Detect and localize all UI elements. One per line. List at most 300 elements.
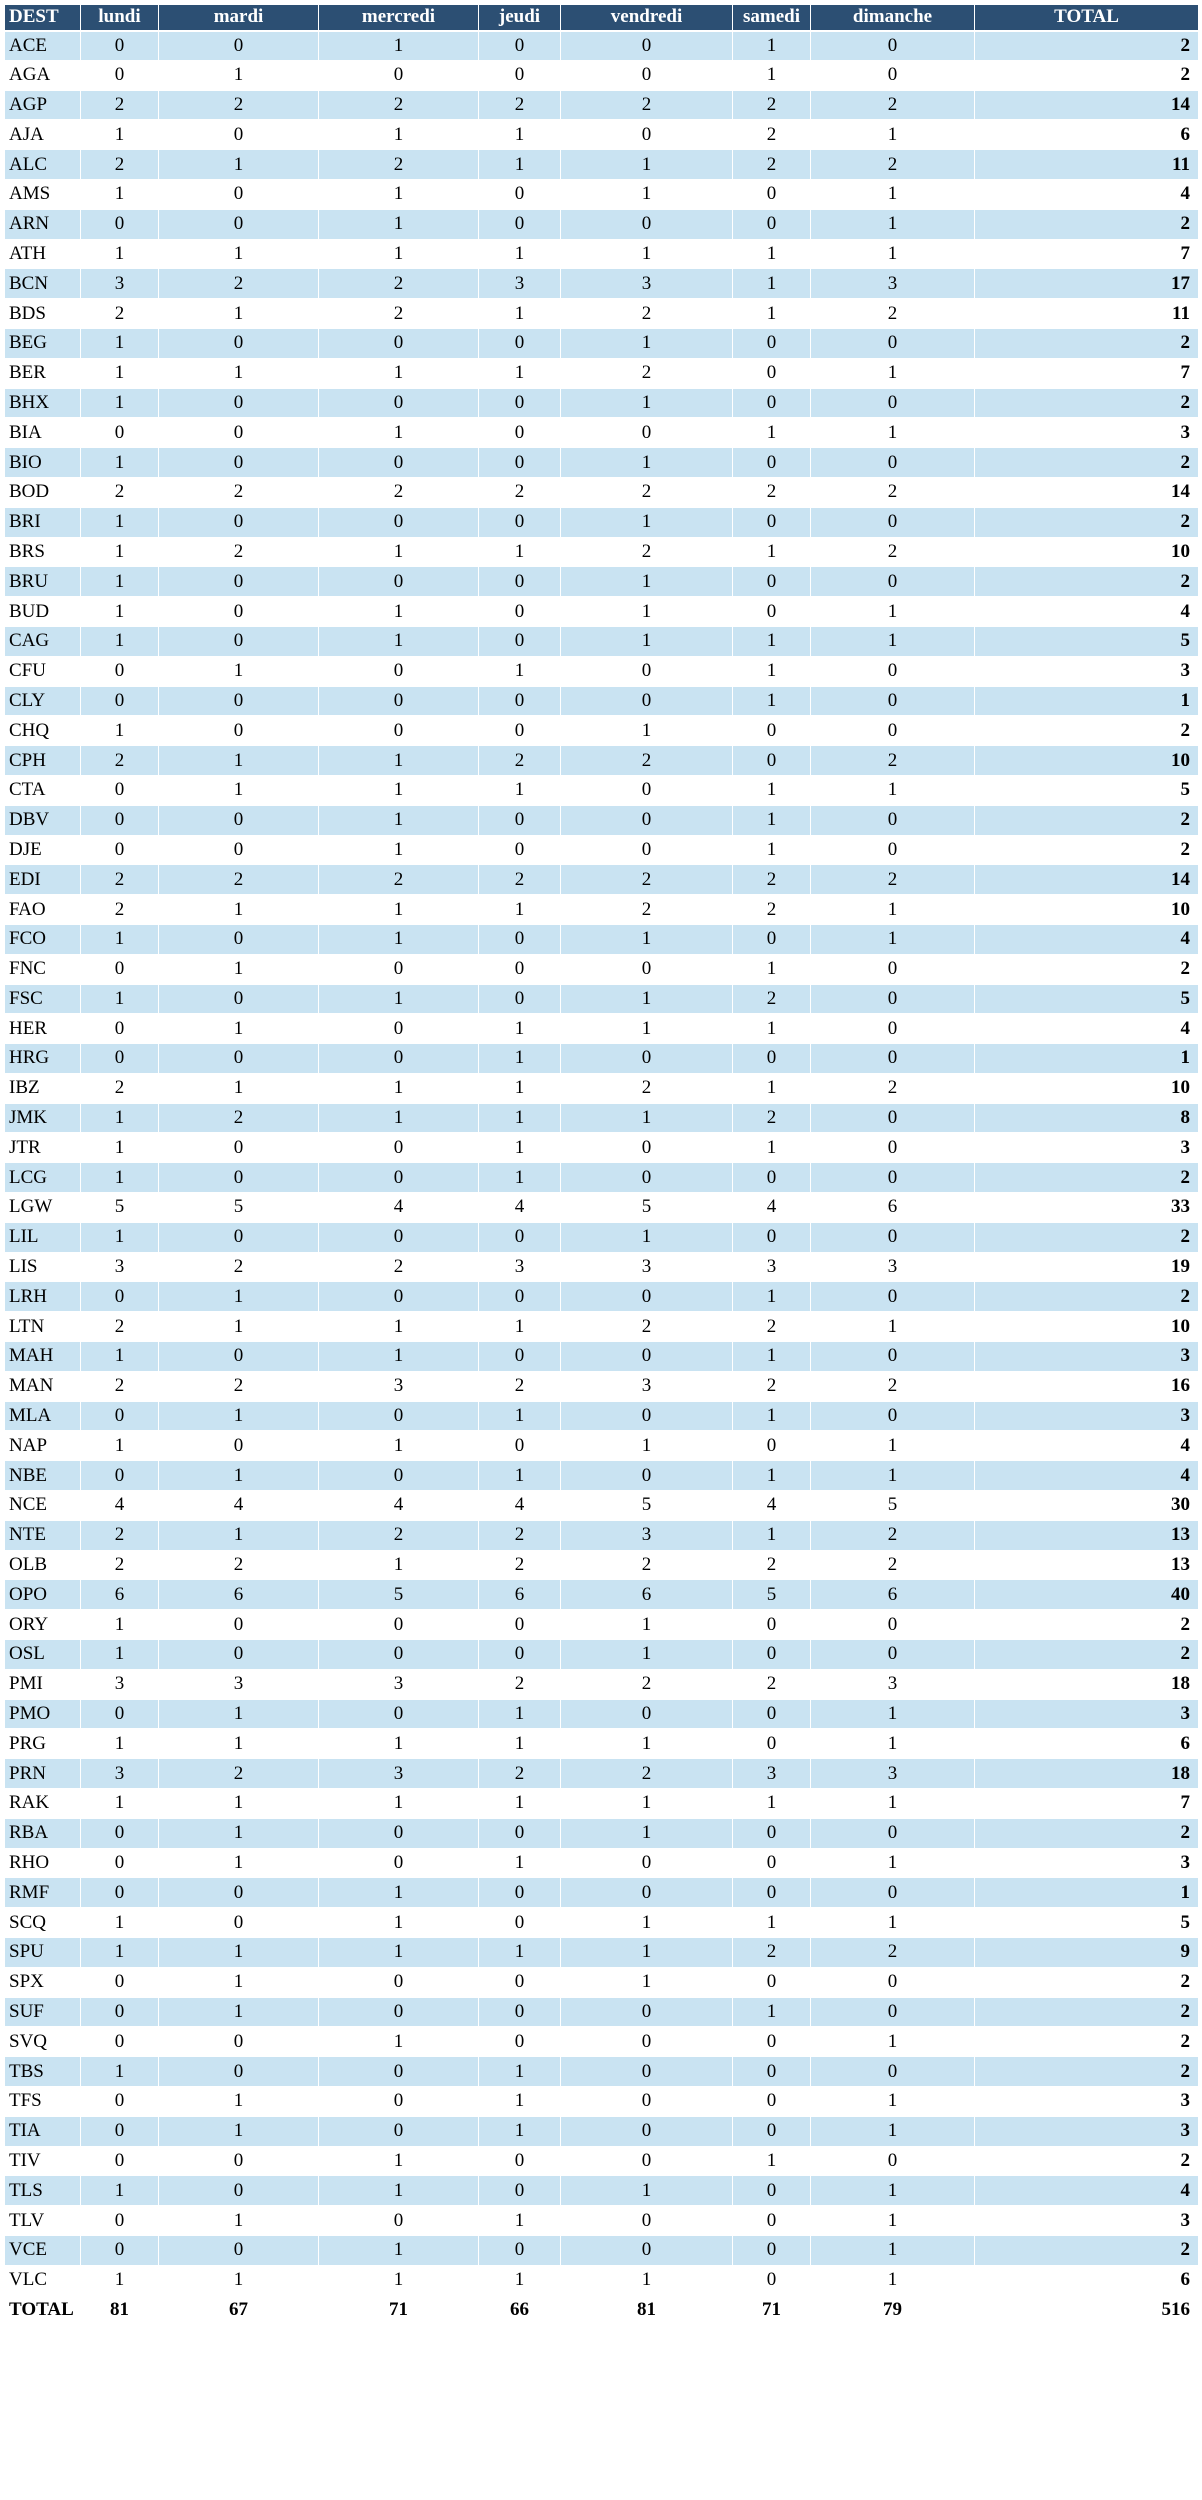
dest-code-cell: VLC — [5, 2265, 81, 2295]
day-count-cell: 1 — [561, 507, 733, 537]
day-count-cell: 0 — [733, 507, 811, 537]
day-count-cell: 0 — [319, 1818, 479, 1848]
row-total-cell: 7 — [975, 1789, 1199, 1819]
table-row — [5, 477, 1199, 507]
day-count-cell: 0 — [319, 1640, 479, 1670]
day-count-cell: 1 — [479, 1848, 561, 1878]
day-count-cell: 0 — [733, 1818, 811, 1848]
day-count-cell: 1 — [159, 895, 319, 925]
day-count-cell: 0 — [81, 1878, 159, 1908]
day-total-cell: 79 — [811, 2295, 975, 2325]
day-total-cell: 81 — [561, 2295, 733, 2325]
day-count-cell: 1 — [159, 1699, 319, 1729]
dest-code-cell: NTE — [5, 1520, 81, 1550]
day-count-cell: 2 — [479, 1550, 561, 1580]
day-count-cell: 2 — [319, 1520, 479, 1550]
dest-code-cell: BDS — [5, 299, 81, 329]
day-count-cell: 2 — [81, 1312, 159, 1342]
day-count-cell: 4 — [479, 1491, 561, 1521]
day-count-cell: 1 — [479, 537, 561, 567]
row-total-cell: 2 — [975, 1610, 1199, 1640]
day-count-cell: 1 — [733, 269, 811, 299]
day-count-cell: 0 — [561, 1282, 733, 1312]
day-count-cell: 0 — [479, 328, 561, 358]
day-count-cell: 0 — [319, 1163, 479, 1193]
day-count-cell: 0 — [479, 209, 561, 239]
day-count-cell: 2 — [319, 865, 479, 895]
day-count-cell: 0 — [733, 1222, 811, 1252]
day-count-cell: 0 — [561, 1401, 733, 1431]
day-count-cell: 1 — [733, 60, 811, 90]
table-row — [5, 1669, 1199, 1699]
dest-code-cell: CLY — [5, 686, 81, 716]
day-count-cell: 1 — [159, 746, 319, 776]
dest-code-cell: JMK — [5, 1103, 81, 1133]
table-row — [5, 1997, 1199, 2027]
day-count-cell: 3 — [479, 269, 561, 299]
day-count-cell: 0 — [159, 1640, 319, 1670]
column-header-mercredi: mercredi — [319, 5, 479, 31]
row-total-cell: 1 — [975, 1044, 1199, 1074]
day-count-cell: 0 — [811, 835, 975, 865]
day-count-cell: 6 — [159, 1580, 319, 1610]
dest-code-cell: DJE — [5, 835, 81, 865]
row-total-cell: 14 — [975, 477, 1199, 507]
table-row — [5, 895, 1199, 925]
day-count-cell: 1 — [733, 1133, 811, 1163]
table-row — [5, 388, 1199, 418]
column-header-mardi: mardi — [159, 5, 319, 31]
table-row — [5, 1222, 1199, 1252]
day-count-cell: 0 — [81, 2235, 159, 2265]
day-count-cell: 1 — [81, 239, 159, 269]
day-count-cell: 1 — [733, 1282, 811, 1312]
day-total-cell: 81 — [81, 2295, 159, 2325]
day-count-cell: 0 — [319, 2086, 479, 2116]
day-count-cell: 0 — [811, 31, 975, 61]
day-count-cell: 0 — [319, 1610, 479, 1640]
day-count-cell: 1 — [159, 1997, 319, 2027]
day-count-cell: 0 — [811, 656, 975, 686]
dest-code-cell: RBA — [5, 1818, 81, 1848]
day-count-cell: 0 — [81, 835, 159, 865]
day-count-cell: 0 — [811, 716, 975, 746]
day-count-cell: 0 — [159, 388, 319, 418]
day-count-cell: 0 — [81, 775, 159, 805]
table-row — [5, 537, 1199, 567]
day-count-cell: 2 — [159, 537, 319, 567]
dest-code-cell: ATH — [5, 239, 81, 269]
day-count-cell: 2 — [811, 299, 975, 329]
day-count-cell: 0 — [561, 1133, 733, 1163]
day-count-cell: 1 — [81, 1908, 159, 1938]
day-count-cell: 0 — [319, 2206, 479, 2236]
day-count-cell: 0 — [479, 1878, 561, 1908]
day-count-cell: 0 — [811, 328, 975, 358]
row-total-cell: 11 — [975, 299, 1199, 329]
day-count-cell: 2 — [319, 299, 479, 329]
dest-code-cell: BRS — [5, 537, 81, 567]
table-row — [5, 1431, 1199, 1461]
day-count-cell: 2 — [81, 1520, 159, 1550]
day-count-cell: 2 — [319, 269, 479, 299]
table-row — [5, 507, 1199, 537]
day-count-cell: 2 — [811, 1371, 975, 1401]
day-count-cell: 1 — [319, 835, 479, 865]
day-count-cell: 0 — [561, 209, 733, 239]
day-count-cell: 2 — [733, 984, 811, 1014]
day-count-cell: 0 — [479, 1431, 561, 1461]
day-count-cell: 0 — [479, 60, 561, 90]
day-count-cell: 1 — [733, 1014, 811, 1044]
table-row — [5, 1580, 1199, 1610]
day-count-cell: 1 — [733, 299, 811, 329]
day-count-cell: 0 — [733, 2057, 811, 2087]
day-count-cell: 1 — [81, 1938, 159, 1968]
day-count-cell: 2 — [733, 865, 811, 895]
header-row — [5, 5, 1199, 31]
table-row — [5, 1491, 1199, 1521]
row-total-cell: 2 — [975, 1997, 1199, 2027]
day-count-cell: 1 — [811, 895, 975, 925]
dest-code-cell: BUD — [5, 597, 81, 627]
day-count-cell: 2 — [733, 1669, 811, 1699]
day-count-cell: 0 — [733, 1431, 811, 1461]
day-count-cell: 0 — [159, 2146, 319, 2176]
row-total-cell: 4 — [975, 924, 1199, 954]
row-total-cell: 2 — [975, 1282, 1199, 1312]
day-count-cell: 1 — [159, 1401, 319, 1431]
day-count-cell: 6 — [811, 1580, 975, 1610]
day-count-cell: 2 — [561, 299, 733, 329]
row-total-cell: 4 — [975, 1014, 1199, 1044]
dest-code-cell: SCQ — [5, 1908, 81, 1938]
row-total-cell: 2 — [975, 1640, 1199, 1670]
day-count-cell: 0 — [811, 1997, 975, 2027]
day-count-cell: 0 — [733, 179, 811, 209]
day-count-cell: 1 — [811, 597, 975, 627]
day-count-cell: 1 — [733, 1908, 811, 1938]
table-row — [5, 1044, 1199, 1074]
day-count-cell: 1 — [319, 2176, 479, 2206]
row-total-cell: 3 — [975, 656, 1199, 686]
day-count-cell: 0 — [479, 1640, 561, 1670]
day-count-cell: 1 — [479, 1938, 561, 1968]
dest-code-cell: BRU — [5, 567, 81, 597]
day-count-cell: 2 — [81, 299, 159, 329]
day-count-cell: 0 — [159, 984, 319, 1014]
table-row — [5, 1193, 1199, 1223]
day-count-cell: 2 — [561, 537, 733, 567]
day-count-cell: 0 — [811, 1342, 975, 1372]
day-count-cell: 1 — [319, 2027, 479, 2057]
row-total-cell: 2 — [975, 328, 1199, 358]
dest-code-cell: BOD — [5, 477, 81, 507]
dest-code-cell: ORY — [5, 1610, 81, 1640]
day-count-cell: 0 — [733, 2086, 811, 2116]
day-count-cell: 0 — [319, 1133, 479, 1163]
day-count-cell: 0 — [159, 1163, 319, 1193]
day-count-cell: 1 — [561, 1908, 733, 1938]
day-count-cell: 1 — [81, 120, 159, 150]
dest-code-cell: NAP — [5, 1431, 81, 1461]
day-count-cell: 4 — [319, 1193, 479, 1223]
row-total-cell: 8 — [975, 1103, 1199, 1133]
table-row — [5, 269, 1199, 299]
row-total-cell: 14 — [975, 865, 1199, 895]
day-count-cell: 2 — [561, 1550, 733, 1580]
day-count-cell: 0 — [561, 1342, 733, 1372]
table-row — [5, 1520, 1199, 1550]
day-count-cell: 0 — [733, 716, 811, 746]
day-count-cell: 0 — [479, 2176, 561, 2206]
day-count-cell: 0 — [479, 1967, 561, 1997]
row-total-cell: 17 — [975, 269, 1199, 299]
table-row — [5, 656, 1199, 686]
day-count-cell: 1 — [733, 1997, 811, 2027]
day-count-cell: 2 — [81, 90, 159, 120]
day-count-cell: 0 — [159, 567, 319, 597]
day-count-cell: 3 — [561, 1520, 733, 1550]
day-count-cell: 0 — [479, 31, 561, 61]
dest-code-cell: LIL — [5, 1222, 81, 1252]
day-count-cell: 1 — [479, 2206, 561, 2236]
day-count-cell: 1 — [319, 626, 479, 656]
dest-code-cell: BIO — [5, 448, 81, 478]
dest-code-cell: AMS — [5, 179, 81, 209]
day-count-cell: 1 — [479, 1699, 561, 1729]
day-count-cell: 2 — [811, 537, 975, 567]
day-count-cell: 2 — [811, 1938, 975, 1968]
day-count-cell: 1 — [479, 895, 561, 925]
table-row — [5, 2027, 1199, 2057]
row-total-cell: 18 — [975, 1669, 1199, 1699]
day-count-cell: 0 — [319, 1282, 479, 1312]
day-count-cell: 1 — [159, 954, 319, 984]
day-count-cell: 1 — [81, 2265, 159, 2295]
table-row — [5, 179, 1199, 209]
day-count-cell: 1 — [479, 1401, 561, 1431]
day-count-cell: 0 — [811, 686, 975, 716]
day-count-cell: 1 — [81, 1342, 159, 1372]
dest-code-cell: SPU — [5, 1938, 81, 1968]
day-count-cell: 1 — [81, 567, 159, 597]
day-count-cell: 2 — [733, 1550, 811, 1580]
row-total-cell: 2 — [975, 2235, 1199, 2265]
day-count-cell: 1 — [811, 2265, 975, 2295]
table-row — [5, 1371, 1199, 1401]
day-count-cell: 0 — [319, 1699, 479, 1729]
day-count-cell: 0 — [479, 1282, 561, 1312]
day-count-cell: 1 — [561, 1967, 733, 1997]
day-count-cell: 1 — [561, 388, 733, 418]
row-total-cell: 3 — [975, 1401, 1199, 1431]
day-count-cell: 2 — [733, 150, 811, 180]
day-count-cell: 1 — [811, 1431, 975, 1461]
table-row — [5, 984, 1199, 1014]
table-row — [5, 1789, 1199, 1819]
day-count-cell: 1 — [319, 31, 479, 61]
day-count-cell: 0 — [811, 1401, 975, 1431]
day-count-cell: 0 — [159, 924, 319, 954]
day-count-cell: 2 — [159, 269, 319, 299]
table-row — [5, 448, 1199, 478]
day-count-cell: 0 — [319, 60, 479, 90]
row-total-cell: 2 — [975, 448, 1199, 478]
row-total-cell: 6 — [975, 120, 1199, 150]
row-total-cell: 5 — [975, 984, 1199, 1014]
dest-code-cell: MAN — [5, 1371, 81, 1401]
day-count-cell: 0 — [81, 686, 159, 716]
day-count-cell: 1 — [81, 1431, 159, 1461]
day-count-cell: 2 — [811, 1550, 975, 1580]
table-body — [5, 31, 1199, 2296]
day-count-cell: 1 — [319, 1789, 479, 1819]
dest-code-cell: LTN — [5, 1312, 81, 1342]
day-count-cell: 1 — [159, 358, 319, 388]
day-count-cell: 0 — [81, 1282, 159, 1312]
day-count-cell: 1 — [733, 239, 811, 269]
dest-code-cell: SVQ — [5, 2027, 81, 2057]
day-count-cell: 2 — [811, 477, 975, 507]
day-count-cell: 1 — [319, 1342, 479, 1372]
totals-row — [5, 2295, 1199, 2325]
dest-code-cell: SUF — [5, 1997, 81, 2027]
day-count-cell: 1 — [159, 1938, 319, 1968]
day-count-cell: 1 — [561, 448, 733, 478]
day-count-cell: 0 — [811, 805, 975, 835]
table-row — [5, 239, 1199, 269]
day-total-cell: 71 — [319, 2295, 479, 2325]
day-count-cell: 2 — [479, 746, 561, 776]
dest-code-cell: LRH — [5, 1282, 81, 1312]
row-total-cell: 16 — [975, 1371, 1199, 1401]
day-count-cell: 1 — [159, 1073, 319, 1103]
day-count-cell: 1 — [811, 1848, 975, 1878]
day-count-cell: 0 — [733, 388, 811, 418]
dest-code-cell: LGW — [5, 1193, 81, 1223]
table-row — [5, 1699, 1199, 1729]
day-count-cell: 1 — [479, 150, 561, 180]
day-count-cell: 5 — [81, 1193, 159, 1223]
row-total-cell: 1 — [975, 1878, 1199, 1908]
day-count-cell: 1 — [733, 1342, 811, 1372]
day-count-cell: 1 — [319, 1938, 479, 1968]
day-count-cell: 1 — [159, 1789, 319, 1819]
day-count-cell: 1 — [159, 2086, 319, 2116]
row-total-cell: 2 — [975, 716, 1199, 746]
day-count-cell: 0 — [561, 2086, 733, 2116]
day-count-cell: 3 — [319, 1371, 479, 1401]
table-row — [5, 1073, 1199, 1103]
dest-code-cell: NBE — [5, 1461, 81, 1491]
dest-code-cell: RAK — [5, 1789, 81, 1819]
day-count-cell: 5 — [561, 1193, 733, 1223]
day-count-cell: 1 — [479, 1163, 561, 1193]
day-count-cell: 1 — [811, 2176, 975, 2206]
day-count-cell: 1 — [811, 209, 975, 239]
day-count-cell: 1 — [81, 1729, 159, 1759]
day-count-cell: 2 — [81, 150, 159, 180]
row-total-cell: 10 — [975, 537, 1199, 567]
dest-code-cell: AGP — [5, 90, 81, 120]
day-count-cell: 4 — [81, 1491, 159, 1521]
day-count-cell: 2 — [733, 1938, 811, 1968]
row-total-cell: 33 — [975, 1193, 1199, 1223]
day-count-cell: 2 — [159, 1103, 319, 1133]
table-row — [5, 1729, 1199, 1759]
day-count-cell: 0 — [81, 209, 159, 239]
day-count-cell: 2 — [479, 865, 561, 895]
day-count-cell: 0 — [811, 1967, 975, 1997]
day-count-cell: 1 — [479, 358, 561, 388]
day-count-cell: 0 — [159, 2176, 319, 2206]
day-count-cell: 0 — [479, 805, 561, 835]
day-count-cell: 1 — [561, 1610, 733, 1640]
destination-weekday-table — [4, 4, 1199, 2326]
day-count-cell: 0 — [479, 835, 561, 865]
day-count-cell: 1 — [733, 418, 811, 448]
day-count-cell: 1 — [319, 1431, 479, 1461]
day-count-cell: 0 — [561, 835, 733, 865]
day-count-cell: 1 — [733, 656, 811, 686]
day-count-cell: 1 — [81, 984, 159, 1014]
day-count-cell: 0 — [479, 418, 561, 448]
day-count-cell: 1 — [319, 775, 479, 805]
table-row — [5, 1133, 1199, 1163]
day-count-cell: 1 — [319, 924, 479, 954]
day-count-cell: 1 — [319, 179, 479, 209]
day-count-cell: 2 — [561, 358, 733, 388]
day-count-cell: 0 — [811, 2057, 975, 2087]
day-count-cell: 1 — [319, 2146, 479, 2176]
day-count-cell: 0 — [479, 1818, 561, 1848]
row-total-cell: 3 — [975, 1133, 1199, 1163]
day-count-cell: 0 — [811, 1133, 975, 1163]
day-count-cell: 0 — [811, 1163, 975, 1193]
row-total-cell: 19 — [975, 1252, 1199, 1282]
day-count-cell: 1 — [479, 656, 561, 686]
row-total-cell: 2 — [975, 835, 1199, 865]
day-count-cell: 0 — [561, 1044, 733, 1074]
day-count-cell: 1 — [561, 1103, 733, 1133]
table-row — [5, 299, 1199, 329]
table-row — [5, 1103, 1199, 1133]
day-count-cell: 0 — [81, 2146, 159, 2176]
day-count-cell: 0 — [733, 1610, 811, 1640]
day-count-cell: 1 — [319, 895, 479, 925]
table-row — [5, 1610, 1199, 1640]
day-count-cell: 1 — [733, 1073, 811, 1103]
day-count-cell: 2 — [561, 746, 733, 776]
day-count-cell: 4 — [479, 1193, 561, 1223]
day-count-cell: 1 — [561, 1729, 733, 1759]
day-count-cell: 0 — [81, 1461, 159, 1491]
day-count-cell: 3 — [561, 1371, 733, 1401]
day-count-cell: 1 — [479, 2265, 561, 2295]
day-count-cell: 3 — [811, 1759, 975, 1789]
day-count-cell: 0 — [561, 1163, 733, 1193]
row-total-cell: 2 — [975, 2027, 1199, 2057]
day-count-cell: 0 — [561, 656, 733, 686]
day-count-cell: 0 — [159, 1878, 319, 1908]
table-row — [5, 567, 1199, 597]
day-count-cell: 0 — [319, 328, 479, 358]
day-count-cell: 1 — [561, 1938, 733, 1968]
day-count-cell: 0 — [159, 120, 319, 150]
day-count-cell: 2 — [159, 1371, 319, 1401]
day-count-cell: 1 — [561, 239, 733, 269]
